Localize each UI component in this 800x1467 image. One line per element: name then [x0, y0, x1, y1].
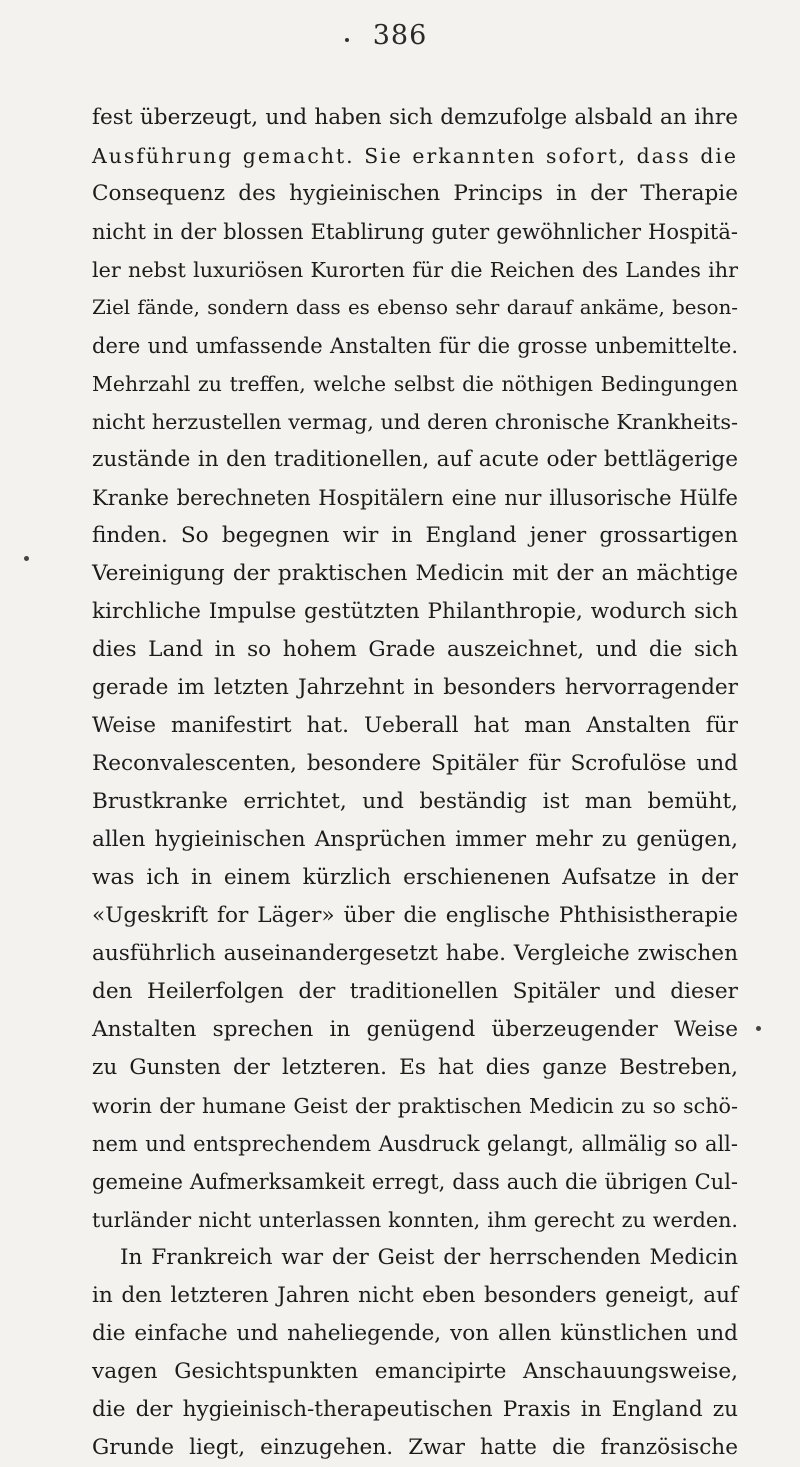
text-line: zu Gunsten der letzteren. Es hat dies ganze Bestreben, [92, 1055, 738, 1080]
text-line: Anstalten sprechen in genügend überzeugender Weise [92, 1017, 738, 1042]
text-line: «Ugeskrift for Läger» über die englische Phthisistherapie [92, 903, 738, 928]
text-line: was ich in einem kürzlich erschienenen Aufsatze in der [92, 865, 738, 890]
text-line: die einfache und naheliegende, von allen künstlichen und [92, 1321, 738, 1346]
margin-dot [756, 1026, 761, 1031]
text-line: Weise manifestirt hat. Ueberall hat man Anstalten für [92, 713, 738, 738]
text-line: finden. So begegnen wir in England jener grossartigen [92, 523, 738, 548]
text-line: kirchliche Impulse gestützten Philanthropie, wodurch sich [92, 599, 738, 624]
page-number [0, 20, 800, 51]
page-number-text: 386 [372, 20, 428, 51]
text-line: dere und umfassende Anstalten für die grosse unbemittelte. [92, 334, 738, 358]
text-line: dies Land in so hohem Grade auszeichnet, und die sich [92, 637, 738, 662]
margin-dot [24, 556, 29, 561]
text-line: worin der humane Geist der praktischen Medicin zu so schö- [92, 1094, 738, 1118]
text-line: turländer nicht unterlassen konnten, ihm gerecht zu werden. [92, 1208, 738, 1232]
text-line: Kranke berechneten Hospitälern eine nur illusorische Hülfe [92, 486, 738, 510]
text-line: nem und entsprechendem Ausdruck gelangt, allmälig so all- [92, 1132, 738, 1156]
text-line: In Frankreich war der Geist der herrschenden Medicin [120, 1245, 738, 1270]
print-dot [345, 38, 349, 42]
text-line: nicht in der blossen Etablirung guter gewöhnlicher Hospitä- [92, 220, 738, 244]
text-line: allen hygieinischen Ansprüchen immer mehr zu genügen, [92, 827, 738, 852]
text-line: gemeine Aufmerksamkeit erregt, dass auch die übrigen Cul- [92, 1170, 738, 1194]
text-line: Ausführung gemacht. Sie erkannten sofort, dass die [92, 144, 738, 168]
text-line: gerade im letzten Jahrzehnt in besonders hervorragender [92, 675, 738, 700]
text-line: Reconvalescenten, besondere Spitäler für Scrofulöse und [92, 751, 738, 776]
text-line: Brustkranke errichtet, und beständig ist man bemüht, [92, 789, 738, 814]
text-line: Grunde liegt, einzugehen. Zwar hatte die französische [92, 1435, 738, 1460]
text-line: ler nebst luxuriösen Kurorten für die Reichen des Landes ihr [92, 258, 738, 282]
text-line: nicht herzustellen vermag, und deren chronische Krankheits- [92, 410, 738, 434]
text-line: den Heilerfolgen der traditionellen Spitäler und dieser [92, 979, 738, 1004]
text-line: Mehrzahl zu treffen, welche selbst die nöthigen Bedingungen [92, 372, 738, 396]
text-line: zustände in den traditionellen, auf acute oder bettlägerige [92, 447, 738, 472]
text-line: Consequenz des hygieinischen Princips in der Therapie [92, 181, 738, 206]
body-text [92, 99, 738, 1467]
text-line: Ziel fände, sondern dass es ebenso sehr darauf ankäme, beson- [92, 296, 738, 319]
text-line: in den letzteren Jahren nicht eben besonders geneigt, auf [92, 1283, 738, 1308]
text-line: ausführlich auseinandergesetzt habe. Vergleiche zwischen [92, 941, 738, 966]
text-line: die der hygieinisch-therapeutischen Praxis in England zu [92, 1397, 738, 1422]
text-line: fest überzeugt, und haben sich demzufolge alsbald an ihre [92, 105, 738, 130]
text-line: Vereinigung der praktischen Medicin mit der an mächtige [92, 561, 738, 586]
text-line: vagen Gesichtspunkten emancipirte Anschauungsweise, [92, 1359, 738, 1384]
